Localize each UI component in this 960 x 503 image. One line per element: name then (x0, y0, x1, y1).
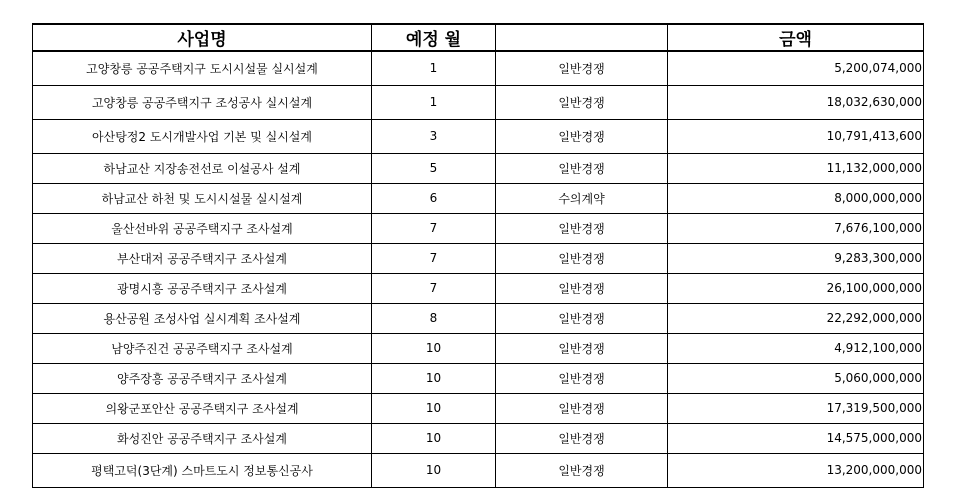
project-name-cell: 광명시흥 공공주택지구 조사설계 (33, 273, 372, 303)
table-row (33, 453, 924, 487)
project-name-cell: 양주장흥 공공주택지구 조사설계 (33, 363, 372, 393)
project-name-cell: 화성진안 공공주택지구 조사설계 (33, 423, 372, 453)
amount-cell: 17,319,500,000 (668, 393, 924, 423)
scheduled-month-cell: 10 (372, 363, 496, 393)
amount-cell: 18,032,630,000 (668, 85, 924, 119)
amount-cell: 5,200,074,000 (668, 51, 924, 85)
contract-method-cell: 일반경쟁 (496, 153, 668, 183)
amount-cell: 13,200,000,000 (668, 453, 924, 487)
table-row (33, 303, 924, 333)
scheduled-month-cell: 7 (372, 273, 496, 303)
scheduled-month-cell: 8 (372, 303, 496, 333)
scheduled-month-cell: 7 (372, 243, 496, 273)
amount-cell: 5,060,000,000 (668, 363, 924, 393)
contract-method-cell: 일반경쟁 (496, 273, 668, 303)
scheduled-month-cell: 10 (372, 453, 496, 487)
scheduled-month-cell: 1 (372, 85, 496, 119)
project-name-cell: 남양주진건 공공주택지구 조사설계 (33, 333, 372, 363)
scheduled-month-cell: 5 (372, 153, 496, 183)
table-row (33, 333, 924, 363)
table-row (33, 51, 924, 85)
table-row (33, 153, 924, 183)
amount-cell: 8,000,000,000 (668, 183, 924, 213)
table-row (33, 85, 924, 119)
amount-cell: 7,676,100,000 (668, 213, 924, 243)
amount-cell: 14,575,000,000 (668, 423, 924, 453)
amount-cell: 4,912,100,000 (668, 333, 924, 363)
scheduled-month-cell: 1 (372, 51, 496, 85)
project-name-cell: 평택고덕(3단계) 스마트도시 정보통신공사 (33, 453, 372, 487)
project-name-cell: 부산대저 공공주택지구 조사설계 (33, 243, 372, 273)
table-row (33, 423, 924, 453)
header-row (33, 24, 924, 51)
scheduled-month-cell: 10 (372, 423, 496, 453)
amount-cell: 26,100,000,000 (668, 273, 924, 303)
table-row (33, 363, 924, 393)
header-scheduled-month: 예정 월 (372, 24, 496, 51)
contract-method-cell: 일반경쟁 (496, 363, 668, 393)
contract-method-cell: 일반경쟁 (496, 213, 668, 243)
contract-method-cell: 일반경쟁 (496, 85, 668, 119)
table-row (33, 183, 924, 213)
table-body (33, 51, 924, 487)
amount-cell: 10,791,413,600 (668, 119, 924, 153)
project-name-cell: 용산공원 조성사업 실시계획 조사설계 (33, 303, 372, 333)
table-row (33, 273, 924, 303)
project-name-cell: 울산선바위 공공주택지구 조사설계 (33, 213, 372, 243)
table-row (33, 393, 924, 423)
contract-method-cell: 일반경쟁 (496, 453, 668, 487)
scheduled-month-cell: 10 (372, 333, 496, 363)
project-table (32, 23, 924, 488)
contract-method-cell: 일반경쟁 (496, 423, 668, 453)
table-row (33, 119, 924, 153)
project-name-cell: 하남교산 지장송전선로 이설공사 설계 (33, 153, 372, 183)
contract-method-cell: 일반경쟁 (496, 333, 668, 363)
contract-method-cell: 일반경쟁 (496, 51, 668, 85)
amount-cell: 11,132,000,000 (668, 153, 924, 183)
header-amount: 금액 (668, 24, 924, 51)
contract-method-cell: 일반경쟁 (496, 243, 668, 273)
header-project-name: 사업명 (33, 24, 372, 51)
scheduled-month-cell: 7 (372, 213, 496, 243)
table-row (33, 243, 924, 273)
table-row (33, 213, 924, 243)
amount-cell: 22,292,000,000 (668, 303, 924, 333)
contract-method-cell: 일반경쟁 (496, 119, 668, 153)
contract-method-cell: 일반경쟁 (496, 303, 668, 333)
scheduled-month-cell: 10 (372, 393, 496, 423)
header-contract-method (496, 24, 668, 51)
contract-method-cell: 일반경쟁 (496, 393, 668, 423)
project-name-cell: 하남교산 하천 및 도시시설물 실시설계 (33, 183, 372, 213)
project-name-cell: 고양창릉 공공주택지구 조성공사 실시설계 (33, 85, 372, 119)
amount-cell: 9,283,300,000 (668, 243, 924, 273)
scheduled-month-cell: 6 (372, 183, 496, 213)
project-name-cell: 의왕군포안산 공공주택지구 조사설계 (33, 393, 372, 423)
contract-method-cell: 수의계약 (496, 183, 668, 213)
project-name-cell: 고양창릉 공공주택지구 도시시설물 실시설계 (33, 51, 372, 85)
scheduled-month-cell: 3 (372, 119, 496, 153)
project-name-cell: 아산탕정2 도시개발사업 기본 및 실시설계 (33, 119, 372, 153)
